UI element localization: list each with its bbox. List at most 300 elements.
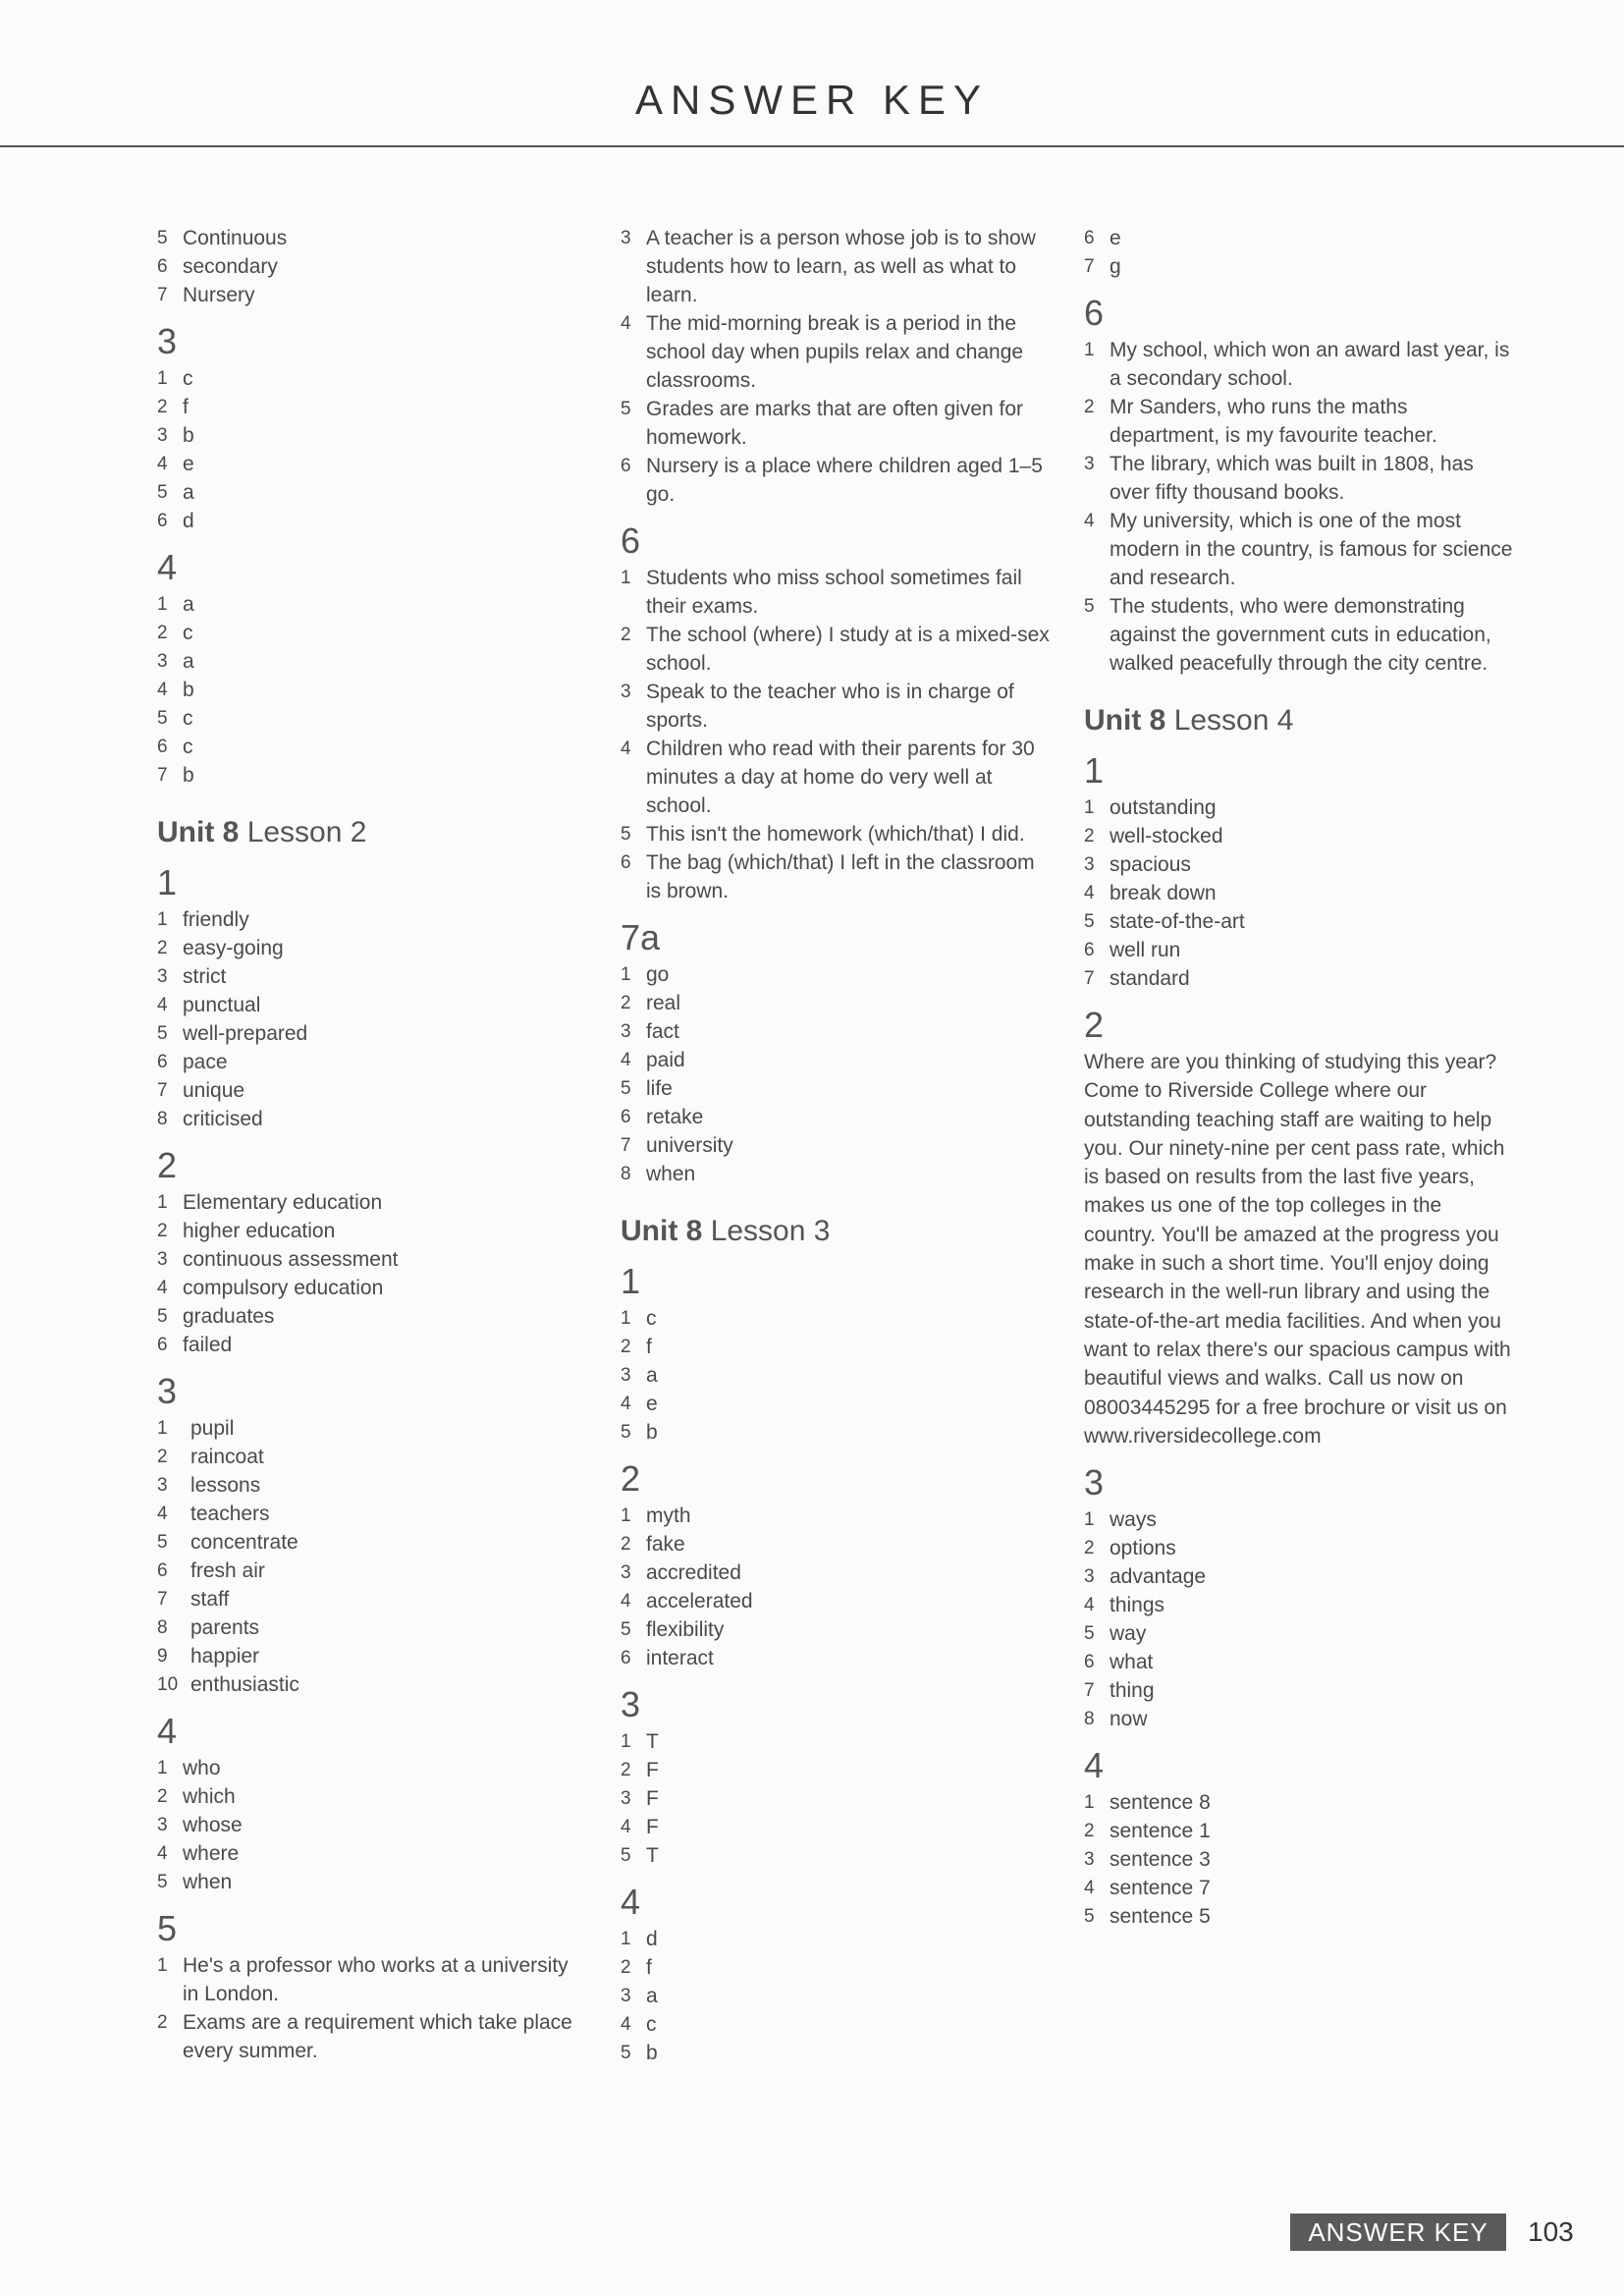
answer-text: The library, which was built in 1808, has over fifty thousand books. <box>1110 453 1474 504</box>
exercise-number: 3 <box>157 1371 178 1411</box>
answer-number: 4 <box>621 738 631 759</box>
answer-number: 3 <box>157 966 168 987</box>
answer-number: 5 <box>157 482 168 503</box>
answer-text: F <box>646 1759 659 1781</box>
answer-item <box>621 1418 1053 1447</box>
answer-text: fact <box>646 1020 679 1043</box>
answer-text: T <box>646 1730 659 1753</box>
answer-number: 2 <box>157 623 168 643</box>
answer-text: A teacher is a person whose job is to show students how to learn, as well as what to learn. <box>646 227 1036 306</box>
answer-text: Exams are a requirement which take place every summer. <box>183 2011 572 2062</box>
answer-number: 8 <box>157 1617 168 1638</box>
answer-number: 4 <box>1084 883 1095 903</box>
answer-number: 3 <box>157 1475 168 1496</box>
answer-item <box>621 989 1053 1017</box>
answer-text: b <box>646 2042 658 2064</box>
answer-number: 1 <box>1084 797 1095 818</box>
answer-number: 1 <box>621 1929 631 1949</box>
answer-number: 2 <box>157 1786 168 1807</box>
answer-item <box>1084 907 1516 936</box>
answer-text: break down <box>1110 882 1217 904</box>
answer-item <box>157 1105 589 1133</box>
answer-number: 2 <box>157 1221 168 1241</box>
answer-item <box>157 676 589 704</box>
answer-number: 6 <box>157 511 168 531</box>
exercise-number: 4 <box>157 547 178 587</box>
answer-number: 3 <box>621 1021 631 1042</box>
answer-number: 1 <box>621 964 631 985</box>
answer-item <box>621 1333 1053 1361</box>
answer-number: 4 <box>157 995 168 1015</box>
answer-text: pace <box>183 1051 228 1073</box>
answer-text: The students, who were demonstrating against the government cuts in education, walked peacefully through the city centre. <box>1110 595 1491 675</box>
answer-number: 4 <box>157 680 168 700</box>
answer-number: 3 <box>157 1815 168 1835</box>
answer-text: c <box>183 622 193 644</box>
answer-text: accredited <box>646 1561 741 1584</box>
answer-item <box>157 1302 589 1331</box>
answer-number: 5 <box>621 2043 631 2063</box>
answer-item <box>1084 1705 1516 1733</box>
answer-text: well run <box>1110 939 1181 961</box>
page-number: 103 <box>1528 2216 1574 2247</box>
answer-text: Speak to the teacher who is in charge of sports. <box>646 681 1014 732</box>
answer-item <box>157 1471 589 1500</box>
answer-item <box>157 1443 589 1471</box>
answer-item <box>1084 1591 1516 1619</box>
answer-item <box>621 1046 1053 1074</box>
answer-item <box>621 1160 1053 1188</box>
answer-item <box>621 1530 1053 1558</box>
answer-item <box>621 1644 1053 1672</box>
answer-item <box>1084 336 1516 393</box>
answer-text: a <box>646 1985 658 2007</box>
answer-number: 1 <box>157 594 168 615</box>
answer-number: 1 <box>621 568 631 588</box>
unit-label: Unit 8 <box>1084 704 1166 737</box>
answer-item <box>157 1811 589 1839</box>
answer-number: 2 <box>157 938 168 958</box>
answer-text: criticised <box>183 1108 263 1130</box>
unit-heading <box>1084 703 1516 738</box>
answer-number: 5 <box>1084 1623 1095 1645</box>
answer-item <box>1084 879 1516 907</box>
answer-item <box>157 2008 589 2065</box>
answer-list <box>621 1925 1053 2067</box>
answer-text: punctual <box>183 994 261 1016</box>
answer-text: Children who read with their parents for 30 minutes a day at home do very well at school. <box>646 738 1035 817</box>
exercise-block <box>621 1884 1053 2067</box>
answer-text: Students who miss school sometimes fail their exams. <box>646 567 1022 618</box>
answer-number: 1 <box>621 1731 631 1752</box>
answer-text: when <box>646 1163 696 1185</box>
exercise-number: 5 <box>157 1908 178 1948</box>
answer-number: 1 <box>621 1505 631 1526</box>
page-title: ANSWER KEY <box>634 77 990 123</box>
answer-item <box>621 224 1053 309</box>
answer-item <box>1084 1788 1516 1817</box>
answer-text: sentence 8 <box>1110 1791 1211 1815</box>
answer-item <box>621 1841 1053 1870</box>
answer-text: now <box>1110 1708 1148 1731</box>
answer-number: 1 <box>157 1192 168 1213</box>
answer-item <box>157 1500 589 1528</box>
exercise-block <box>1084 224 1516 281</box>
answer-text: way <box>1110 1622 1147 1646</box>
answer-text: university <box>646 1134 733 1157</box>
answer-item <box>621 1390 1053 1418</box>
answer-text: b <box>183 679 194 701</box>
answer-number: 3 <box>157 425 168 446</box>
answer-number: 2 <box>1084 1821 1095 1842</box>
answer-number: 3 <box>157 1249 168 1270</box>
answer-text: state-of-the-art <box>1110 910 1245 933</box>
answer-list <box>157 1188 589 1359</box>
answer-item <box>621 848 1053 905</box>
answer-item <box>157 1585 589 1613</box>
answer-text: b <box>183 424 194 447</box>
answer-item <box>157 934 589 962</box>
answer-number: 7 <box>157 765 168 786</box>
answer-text: F <box>646 1816 659 1838</box>
answer-item <box>1084 507 1516 592</box>
answer-text: The school (where) I study at is a mixed-sex school. <box>646 624 1050 675</box>
exercise-block <box>157 1147 589 1359</box>
answer-text: Continuous <box>183 227 288 249</box>
answer-text: outstanding <box>1110 796 1217 819</box>
answer-number: 5 <box>157 708 168 729</box>
answer-text: F <box>646 1787 659 1810</box>
answer-list <box>157 364 589 535</box>
answer-item <box>157 1019 589 1048</box>
answer-item <box>621 2010 1053 2039</box>
answer-item <box>157 450 589 478</box>
answer-number: 1 <box>157 1758 168 1778</box>
answer-text: accelerated <box>646 1590 753 1613</box>
answer-item <box>157 1274 589 1302</box>
answer-list <box>1084 224 1516 281</box>
answer-item <box>621 1587 1053 1615</box>
exercise-number: 4 <box>157 1711 178 1751</box>
answer-number: 1 <box>157 909 168 930</box>
answer-number: 3 <box>621 1365 631 1386</box>
answer-text: sentence 5 <box>1110 1905 1211 1929</box>
answer-text: secondary <box>183 255 278 278</box>
answer-item <box>157 1868 589 1896</box>
exercise-block <box>621 522 1053 905</box>
answer-list <box>157 590 589 790</box>
answer-item <box>621 1103 1053 1131</box>
answer-text: which <box>183 1785 236 1808</box>
answer-item <box>1084 450 1516 507</box>
answer-item <box>157 619 589 647</box>
answer-item <box>621 1558 1053 1587</box>
answer-item <box>157 364 589 393</box>
answer-text: enthusiastic <box>190 1673 299 1696</box>
answer-item <box>157 1245 589 1274</box>
answer-text: myth <box>646 1504 691 1527</box>
answer-number: 3 <box>621 682 631 702</box>
answer-number: 2 <box>621 1957 631 1978</box>
answer-number: 3 <box>1084 1566 1095 1588</box>
answer-item <box>157 761 589 790</box>
answer-list <box>1084 336 1516 678</box>
answer-text: life <box>646 1077 673 1100</box>
column-1 <box>157 224 589 2065</box>
answer-number: 7 <box>157 1080 168 1101</box>
answer-text: fake <box>646 1533 685 1556</box>
answer-text: sentence 1 <box>1110 1820 1211 1843</box>
lesson-label: Lesson 3 <box>710 1215 831 1247</box>
answer-item <box>1084 1676 1516 1705</box>
answer-number: 7 <box>621 1135 631 1156</box>
answer-item <box>157 962 589 991</box>
exercise-block <box>157 1713 589 1896</box>
answer-item <box>1084 592 1516 678</box>
answer-text: go <box>646 963 670 986</box>
answer-text: My university, which is one of the most modern in the country, is famous for science and research. <box>1110 510 1513 589</box>
answer-number: 5 <box>1084 1906 1095 1928</box>
answer-number: 5 <box>1084 596 1095 617</box>
answer-number: 7 <box>1084 968 1095 989</box>
answer-item <box>157 1528 589 1557</box>
exercise-number: 3 <box>621 1684 641 1724</box>
answer-item <box>157 1782 589 1811</box>
exercise-number: 4 <box>1084 1745 1105 1786</box>
answer-item <box>621 1017 1053 1046</box>
answer-text: e <box>1110 227 1121 249</box>
answer-item <box>621 395 1053 452</box>
answer-item <box>621 1727 1053 1756</box>
answer-number: 6 <box>157 1335 168 1355</box>
answer-item <box>157 1076 589 1105</box>
answer-item <box>1084 964 1516 993</box>
answer-text: T <box>646 1844 659 1867</box>
answer-text: He's a professor who works at a university in London. <box>183 1954 568 2005</box>
answer-number: 1 <box>1084 1509 1095 1531</box>
exercise-number: 3 <box>1084 1462 1105 1503</box>
header-rule <box>0 145 1624 147</box>
answer-item <box>621 1502 1053 1530</box>
answer-text: b <box>183 764 194 787</box>
exercise-number: 2 <box>1084 1005 1105 1045</box>
answer-text: sentence 7 <box>1110 1877 1211 1900</box>
answer-item <box>621 1304 1053 1333</box>
answer-text: f <box>646 1956 652 1979</box>
answer-number: 5 <box>157 1532 168 1553</box>
answer-number: 9 <box>157 1646 168 1667</box>
answer-text: staff <box>190 1588 230 1611</box>
answer-text: flexibility <box>646 1618 725 1641</box>
answer-number: 4 <box>621 1394 631 1414</box>
answer-item <box>157 1754 589 1782</box>
answer-text: things <box>1110 1594 1165 1617</box>
exercise-block <box>1084 752 1516 993</box>
answer-item <box>157 252 589 281</box>
answer-item <box>157 224 589 252</box>
answer-item <box>157 1670 589 1699</box>
answer-list <box>157 905 589 1133</box>
exercise-number: 1 <box>157 862 178 902</box>
unit-heading <box>621 1214 1053 1249</box>
answer-item <box>621 1756 1053 1784</box>
answer-number: 3 <box>157 651 168 672</box>
answer-text: My school, which won an award last year, is a secondary school. <box>1110 339 1510 390</box>
answer-text: ways <box>1110 1508 1157 1532</box>
answer-number: 2 <box>157 2012 168 2033</box>
answer-text: concentrate <box>190 1531 298 1554</box>
answer-item <box>621 1361 1053 1390</box>
answer-text: c <box>646 2013 657 2036</box>
answer-text: retake <box>646 1106 704 1128</box>
answer-number: 3 <box>1084 1849 1095 1871</box>
answer-number: 2 <box>621 625 631 645</box>
exercise-block <box>1084 1747 1516 1931</box>
answer-number: 6 <box>157 1052 168 1072</box>
answer-number: 7 <box>157 1589 168 1610</box>
answer-text: advantage <box>1110 1565 1207 1589</box>
answer-number: 7 <box>157 285 168 305</box>
answer-text: e <box>646 1393 658 1415</box>
answer-number: 6 <box>621 1648 631 1668</box>
answer-number: 2 <box>1084 1538 1095 1559</box>
answer-item <box>157 1642 589 1670</box>
answer-item <box>157 478 589 507</box>
lesson-label: Lesson 4 <box>1173 704 1294 737</box>
answer-number: 5 <box>621 399 631 419</box>
answer-item <box>621 621 1053 678</box>
answer-list <box>157 1951 589 2065</box>
answer-text: continuous assessment <box>183 1248 399 1271</box>
exercise-number: 4 <box>621 1882 641 1922</box>
answer-number: 2 <box>621 1534 631 1555</box>
answer-text: spacious <box>1110 853 1191 876</box>
answer-text: b <box>646 1421 658 1444</box>
answer-text: real <box>646 992 681 1014</box>
answer-text: e <box>183 453 194 475</box>
answer-item <box>621 309 1053 395</box>
answer-number: 4 <box>157 1843 168 1864</box>
exercise-block <box>157 864 589 1133</box>
answer-text: unique <box>183 1079 245 1102</box>
answer-number: 2 <box>621 993 631 1013</box>
answer-number: 2 <box>1084 397 1095 417</box>
answer-text: compulsory education <box>183 1277 384 1299</box>
answer-number: 5 <box>157 228 168 248</box>
exercise-number: 2 <box>157 1145 178 1185</box>
answer-item <box>157 421 589 450</box>
answer-text: Nursery <box>183 284 255 306</box>
answer-item <box>1084 1562 1516 1591</box>
answer-number: 6 <box>157 737 168 757</box>
answer-item <box>621 1953 1053 1982</box>
exercise-number: 1 <box>621 1261 641 1301</box>
answer-number: 5 <box>621 1422 631 1443</box>
answer-item <box>157 733 589 761</box>
answer-text: options <box>1110 1537 1176 1560</box>
answer-item <box>1084 1619 1516 1648</box>
answer-number: 5 <box>621 1078 631 1099</box>
answer-text: d <box>183 510 194 532</box>
answer-list <box>157 224 589 309</box>
answer-text: The bag (which/that) I left in the classroom is brown. <box>646 851 1035 902</box>
answer-item <box>157 647 589 676</box>
answer-number: 7 <box>1084 1680 1095 1702</box>
exercise-block <box>157 323 589 535</box>
answer-number: 5 <box>1084 911 1095 932</box>
answer-list <box>1084 1505 1516 1733</box>
answer-number: 10 <box>157 1674 179 1695</box>
answer-number: 3 <box>621 1788 631 1809</box>
answer-number: 6 <box>1084 228 1095 248</box>
answer-number: 2 <box>621 1337 631 1357</box>
answer-item <box>157 1331 589 1359</box>
answer-number: 1 <box>157 1955 168 1976</box>
answer-list <box>1084 1788 1516 1931</box>
answer-number: 5 <box>621 824 631 845</box>
exercise-block <box>157 224 589 309</box>
answer-number: 3 <box>1084 854 1095 875</box>
answer-text: where <box>183 1842 240 1865</box>
answer-list <box>621 1502 1053 1672</box>
answer-text: g <box>1110 255 1121 278</box>
answer-item <box>157 704 589 733</box>
answer-list <box>157 1414 589 1699</box>
unit-label: Unit 8 <box>621 1215 703 1247</box>
answer-item <box>621 1813 1053 1841</box>
answer-item <box>621 1982 1053 2010</box>
exercise-number: 7a <box>621 917 661 957</box>
answer-text: pupil <box>190 1417 235 1440</box>
answer-number: 2 <box>1084 826 1095 847</box>
answer-number: 4 <box>621 313 631 334</box>
exercise-number: 1 <box>1084 750 1105 791</box>
answer-item <box>621 1074 1053 1103</box>
answer-item <box>621 452 1053 509</box>
answer-item <box>1084 850 1516 879</box>
exercise-block <box>157 1910 589 2065</box>
answer-text: interact <box>646 1647 714 1669</box>
answer-number: 1 <box>1084 340 1095 360</box>
answer-item <box>1084 224 1516 252</box>
answer-item <box>621 735 1053 820</box>
answer-list <box>621 960 1053 1188</box>
answer-item <box>621 2039 1053 2067</box>
answer-text: f <box>183 396 189 418</box>
answer-number: 8 <box>1084 1709 1095 1730</box>
answer-number: 5 <box>621 1845 631 1866</box>
answer-item <box>157 1839 589 1868</box>
answer-item <box>157 905 589 934</box>
answer-number: 4 <box>157 454 168 474</box>
answer-text: friendly <box>183 908 249 931</box>
answer-text: well-prepared <box>183 1022 308 1045</box>
answer-number: 6 <box>621 456 631 476</box>
answer-text: d <box>646 1928 658 1950</box>
answer-text: thing <box>1110 1679 1155 1703</box>
answer-text: Elementary education <box>183 1191 383 1214</box>
answer-item <box>1084 1505 1516 1534</box>
answer-number: 5 <box>157 1306 168 1327</box>
answer-item <box>157 1188 589 1217</box>
exercise-block <box>1084 1464 1516 1733</box>
answer-text: a <box>183 593 194 616</box>
answer-text: graduates <box>183 1305 275 1328</box>
answer-number: 6 <box>621 1107 631 1127</box>
answer-item <box>157 1217 589 1245</box>
unit-heading <box>157 815 589 850</box>
answer-item <box>157 393 589 421</box>
